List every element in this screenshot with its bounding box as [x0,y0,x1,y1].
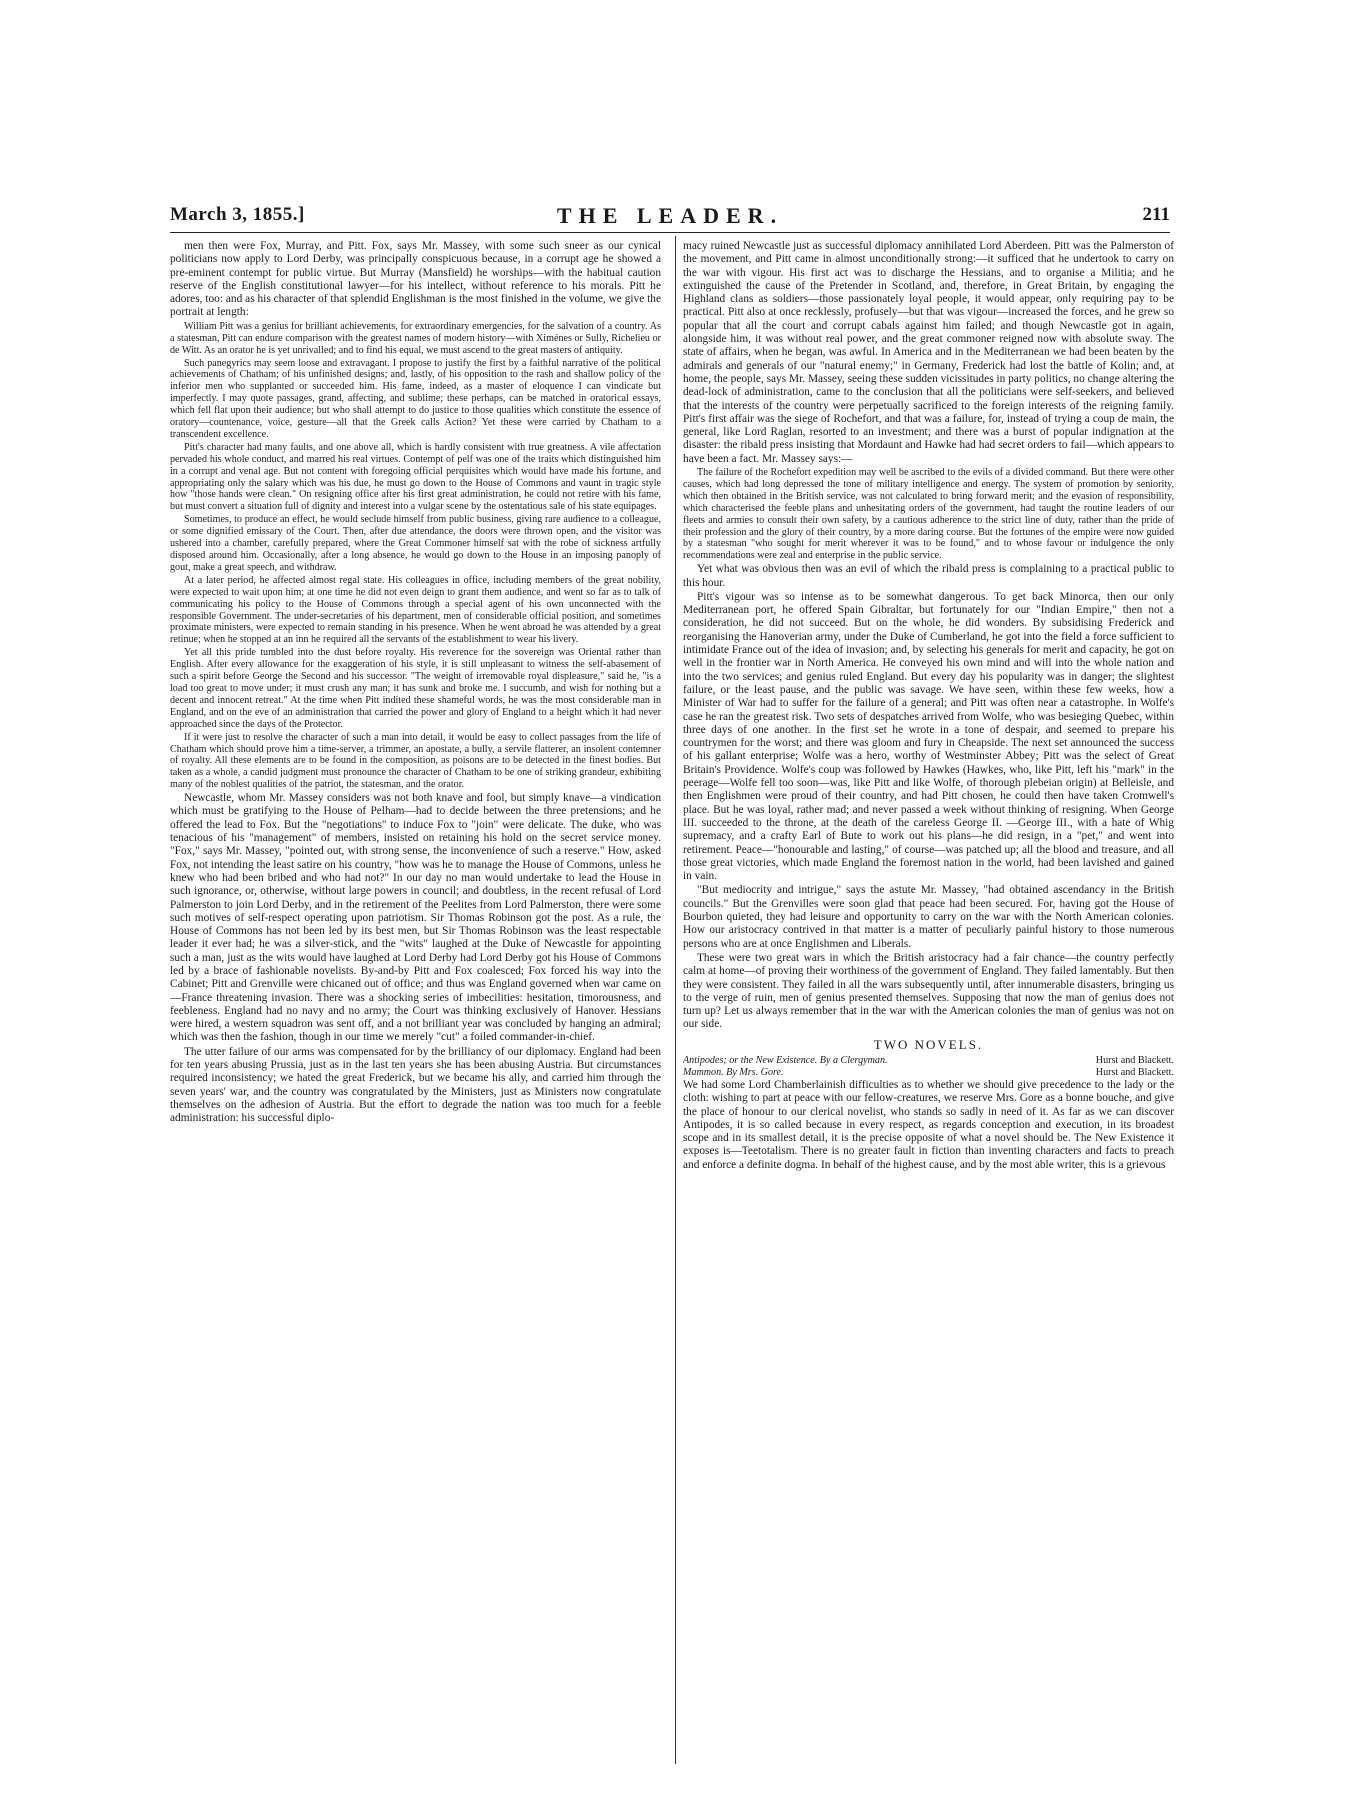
review-heading: TWO NOVELS. [873,1036,984,1052]
paragraph: Yet what was obvious then was an evil of which the ribald press is complaining to a practical public to this hour. [683,563,1174,589]
review-section [683,1038,1174,1172]
book-title: Mammon. By Mrs. Gore. [683,1066,784,1078]
book-publisher: Hurst and Blackett. [1095,1066,1174,1078]
book-title: Antipodes; or the New Existence. By a Clergyman. [683,1054,888,1066]
review-paragraph: We had some Lord Chamberlainish difficulties as to whether we should give precedence to the lady or the cloth: wishing to part at peace with our fellow-creatures, we reserve Mrs. Gore as a bonne bouche, and give the place of honour to our clerical novelist, who stands so sadly in need of it. As far as we can discover Antipodes, it is so called because in every respect, as regards conception and execution, in its broadest scope and in its smallest detail, it is the precise opposite of what a novel should be. The New Existence it exposes is—Teetotalism. There is no greater fault in fiction than inventing characters and facts to preach and enforce a definite dogma. In behalf of the highest cause, and by the most able writer, this is a grievous [683,1078,1174,1171]
issue-date: March 3, 1855.] [170,204,305,225]
quoted-paragraph: William Pitt was a genius for brilliant achievements, for extraordinary emergencies, for the salvation of a country. As a statesman, Pitt can endure comparison with the greatest names of modern history—with Ximénes or Sully, Richelieu or de Witt. As an orator he is yet unrivalled; and to find his equal, we must ascend to the great masters of antiquity. [170,320,661,356]
quoted-paragraph: Sometimes, to produce an effect, he would seclude himself from public business, giving rare audience to a colleague, or some dignified emissary of the Court. Then, after due attendance, the doors were thrown open, and the visitor was ushered into a chamber, carefully prepared, where the Great Commoner himself sat with the robe of sickness artfully disposed around him. Occasionally, after a long absence, he would go down to the House in an imposing panoply of gout, make a great speech, and withdraw. [170,514,661,573]
column-divider [675,236,676,1764]
quoted-paragraph: At a later period, he affected almost regal state. His colleagues in office, including members of the great nobility, were expected to wait upon him; at one time he did not even deign to grant them audience, and went so far as to talk of communicating his policy to the House of Commons through a special agent of his own unconnected with the responsible Government. The under-secretaries of his department, men of considerable official position, and sometimes proximate ministers, were expected to remain standing in his presence. When he went abroad he was attended by a great retinue; when he stopped at an inn he required all the servants of the establishment to wear his livery. [170,574,661,646]
book-entry [683,1055,1174,1067]
paragraph: Pitt's vigour was so intense as to be somewhat dangerous. To get back Minorca, then our only Mediterranean port, he offered Spain Gibraltar, but fortunately for our "Indian Empire," then not a consideration, he did not succeed. But on the whole, he did wonders. By subsidising Frederick and reorganising the Hanoverian army, under the Duke of Cumberland, he got into the field a force sufficient to intimidate France out of the idea of invasion; and, by selecting his generals for merit and capacity, he got on well in the frontier war in North America. He conveyed his own mind and will into the whole nation and into the two services; and genius ruled England. But every day his popularity was in danger; the slightest failure, or the least pause, and the public was savage. We have seen, within these few weeks, how a Minister of War had to suffer for the failure of a general; and Pitt was often near a catastrophe. In Wolfe's case he ran the greatest risk. Two sets of despatches arrived from Wolfe, who was besieging Quebec, within three days of one another. In the first set he wrote in a tone of despair, and seemed to prepare his countrymen for the worst; and there was gloom and fury in Cheapside. The next set announced the success of his gallant enterprise; Wolfe was a hero, worthy of Westminster Abbey; Pitt was the select of Great Britain's Providence. Wolfe's coup was followed by Hawkes (Hawkes, who, like Pitt, left his "mark" in the peerage—Wolfe fell too soon—was, like Pitt and like Wolfe, of thorough plebeian origin) at Belleisle, and then Englishmen were proud of their country, and had Pitt chosen, he could then have taken Cromwell's place. But he was loyal, rather mad; and never passed a week without thinking of resigning. When George III. succeeded to the throne, at the death of the careless George II. —George III., with a hate of Whig supremacy, and a crafty Earl of Bute to work out his plans—he did resign, in a "pet," and went into retirement. Peace—"honourable and lasting," of course—was patched up; all the blood and treasure, and all those great victories, which made England the foremost nation in the world, had been lavished and gained in vain. [683,590,1174,883]
left-column [170,240,661,1765]
paragraph: macy ruined Newcastle just as successful diplomacy annihilated Lord Aberdeen. Pitt was the Palmerston of the movement, and Pitt came in almost unconditionally strong:—it sufficed that he undertook to carry on the war with vigour. His first act was to discharge the Hessians, and to organise a Militia; and he extinguished the cause of the Pretender in Scotland, and, therefore, in Great Britain, by engaging the Highland clans as soldiers—those passionately loyal people, it would appear, only requiring pay to be practical. Pitt also at once recklessly, profusely—but that was vigour—increased the forces, and he grew so popular that all the court and corrupt cabals against him failed; and though Newcastle got in again, alongside him, it was without real power, and the great commoner reigned now with absolute sway. The state of affairs, when he began, was awful. In America and in the Mediterranean we had been beaten by the admirals and generals of our "natural enemy;" in Germany, Frederick had lost the battle of Kolin; and, at home, the people, says Mr. Massey, seeing these sudden vicissitudes in party politics, no change altering the dead-lock of administration, came to the conclusion that all the politicians were self-seekers, and believed that the interests of the country were perpetually sacrificed to the foreign interests of the reigning family. Pitt's first affair was the siege of Rochefort, and that was a failure, for, instead of trying a coup de main, the general, like Lord Raglan, resorted to an investment; and there was a burst of popular indignation at the disaster: the ribald press insisting that Mordaunt and Hawke had had secret orders to fail—which appears to have been a fact. Mr. Massey says:— [683,240,1174,465]
quoted-paragraph: Pitt's character had many faults, and one above all, which is hardly consistent with true greatness. A vile affectation pervaded his whole conduct, and marred his real virtues. Contempt of pelf was one of the traits which distinguished him in a corrupt and venal age. But not content with foregoing official perquisites which would have made his fortune, and appropriating only the salary which was his due, he must go down to the House of Commons and vaunt in tragic style how "those hands were clean." On resigning office after his first great administration, he could not retire with his fame, but must convert a situation full of dignity and interest into a vulgar scene by the ostentatious sale of his state equipages. [170,441,661,513]
quoted-paragraph: The failure of the Rochefort expedition may well be ascribed to the evils of a divided command. But there were other causes, which had long depressed the tone of military intelligence and energy. The system of promotion by seniority, which then obtained in the British service, was not calculated to bring forward merit; and the evasion of responsibility, which characterised the feeble plans and unhesitating orders of the government, had taught the routine leaders of our fleets and armies to consult their own safety, by a cautious adherence to the strict line of duty, rather than the pride of their profession and the glory of their country, by a more daring course. But the fortunes of the empire were now guided by a statesman "who sought for merit wherever it was to be found," and to whose favour or indulgence the only recommendations were zeal and enterprise in the public service. [683,467,1174,562]
review-books [683,1055,1174,1079]
right-column [683,240,1174,1765]
right-column-body [683,240,1174,1032]
book-entry [683,1067,1174,1079]
paragraph: These were two great wars in which the British aristocracy had a fair chance—the country perfectly calm at home—of proving their worthiness of the government of England. They failed lamentably. But then they were consistent. They failed in all the wars subsequently until, after innumerable disasters, bringing us to the verge of ruin, men of genius presented themselves. Supposing that now the man of genius does not turn up? Let us always remember that in the war with the American colonies the man of genius was not on our side. [683,951,1174,1031]
quoted-paragraph: If it were just to resolve the character of such a man into detail, it would be easy to collect passages from the life of Chatham which should prove him a time-server, a trimmer, an apostate, a bully, a servile flatterer, an insolent contemner of royalty. All these elements are to be found in the composition, as poisons are to be detected in the finest bodies. But taken as a whole, a candid judgment must pronounce the character of Chatham to be one of striking grandeur, exhibiting many of the noblest qualities of the patriot, the statesman, and the orator. [170,731,661,791]
review-body [683,1079,1174,1172]
paragraph: "But mediocrity and intrigue," says the astute Mr. Massey, "had obtained ascendancy in the British councils." But the Grenvilles were soon glad that peace had been secured. For, having got the House of Bourbon quieted, they had leisure and opportunity to carry on the war with the North American colonies. How our aristocracy contrived in that matter is a matter of peculiarly painful history to those numerous persons who are at once Englishmen and Liberals. [683,884,1174,950]
book-publisher: Hurst and Blackett. [1095,1054,1174,1066]
page-number: 211 [1142,204,1170,225]
newspaper-title: THE LEADER. [556,203,784,228]
masthead-rule [170,232,1170,233]
paragraph: Newcastle, whom Mr. Massey considers was not both knave and fool, but simply knave—a vindication which must be gratifying to the House of Pelham—had to decide between the three pretensions; and he offered the lead to Fox. But the "negotiations" to induce Fox to "join" were delicate. The duke, who was tenacious of his "management" of members, insisted on retaining his hold on the secret service money. "Fox," says Mr. Massey, "pointed out, with strong sense, the inconvenience of such a reserve." How, asked Fox, not intending the least satire on his country, "how was he to manage the House of Commons, unless he knew who had been bribed and who had not?" In our day no man would undertake to lead the House in such ignorance, or, otherwise, without large powers in council; and doubtless, in the recent refusal of Lord Palmerston to join Lord Derby, and in the retirement of the Peelites from Lord Palmerston, there were some such motives of self-respect operating upon patriotism. Sir Thomas Robinson got the post. As a rule, the House of Commons has not been led by its best men, but Sir Thomas Robinson was the least respectable leader it ever had; he was a silver-stick, and the "wits" laughed at the Duke of Newcastle for appointing such a man, just as the wits would have laughed at Lord Derby had Lord Derby got his House of Commons led by a brace of fashionable novelists. By-and-by Pitt and Fox coalesced; Fox forced his way into the Cabinet; Pitt and Grenville were chicaned out of office; and thus was England governed when war came on—France threatening invasion. There was a shocking series of imbecilities: hesitation, timorousness, and feebleness. England had no navy and no army; the Court was thinking exclusively of Hanover. Hessians were hired, a western squadron was sent off, and a not brilliant year was concluded by hanging an admiral; which was then the fashion, though in our time we merely "cut" a foiled commander-in-chief. [170,792,661,1044]
paragraph: men then were Fox, Murray, and Pitt. Fox, says Mr. Massey, with some such sneer as our cynical politicians now apply to Lord Derby, was principally conspicuous because, in a corrupt age he showed a pre-eminent contempt for public virtue. But Murray (Mansfield) he worships—with the habitual caution reserve of the English constitutional lawyer—for his intellect, without reference to his morals. Pitt he adores, too: and as his character of that splendid Englishman is the most finished in the volume, we give the portrait at length: [170,240,661,319]
quoted-paragraph: Yet all this pride tumbled into the dust before royalty. His reverence for the sovereign was Oriental rather than English. After every allowance for the exaggeration of his style, it is still unpleasant to witness the self-abasement of such a spirit before George the Second and his successor. "The weight of irremovable royal displeasure," said he, "is a load too great to move under; it must crush any man; it has sunk and broke me. I succumb, and wish for nothing but a decent and innocent retreat." At the time when Pitt indited these shameful words, he was the most considerable man in England, and on the eve of an administration that carried the power and glory of England to a height which it had never approached since the days of the Protector. [170,647,661,730]
paragraph: The utter failure of our arms was compensated for by the brilliancy of our diplomacy. England had been for ten years abusing Prussia, just as in the last ten years she has been abusing Austria. But circumstances required inconsistency; we hated the great Frederick, but we became his ally, and carried him through the seven years' war, and the country was congratulated by the Ministers, just as Ministers now congratulate themselves on the adhesion of Austria. But the effort to degrade the nation was too much for a feeble administration: his successful diplo- [170,1045,661,1125]
masthead [170,204,1170,230]
quoted-paragraph: Such panegyrics may seem loose and extravagant. I propose to justify the first by a faithful narrative of the political achievements of Chatham; of his unfinished designs; and, lastly, of his opposition to the rash and shallow policy of the inferior men who supplanted or succeeded him. His fame, indeed, as a master of eloquence I can vindicate but imperfectly. I may quote passages, grand, affecting, and sublime; these perhaps, can be matched in oratorical essays, which fell flat upon their audience; but who shall attempt to do justice to those qualities which constitute the essence of oratory—countenance, voice, gesture—all that the Greek calls Action? Yet these were carried by Chatham to a transcendent excellence. [170,357,661,440]
